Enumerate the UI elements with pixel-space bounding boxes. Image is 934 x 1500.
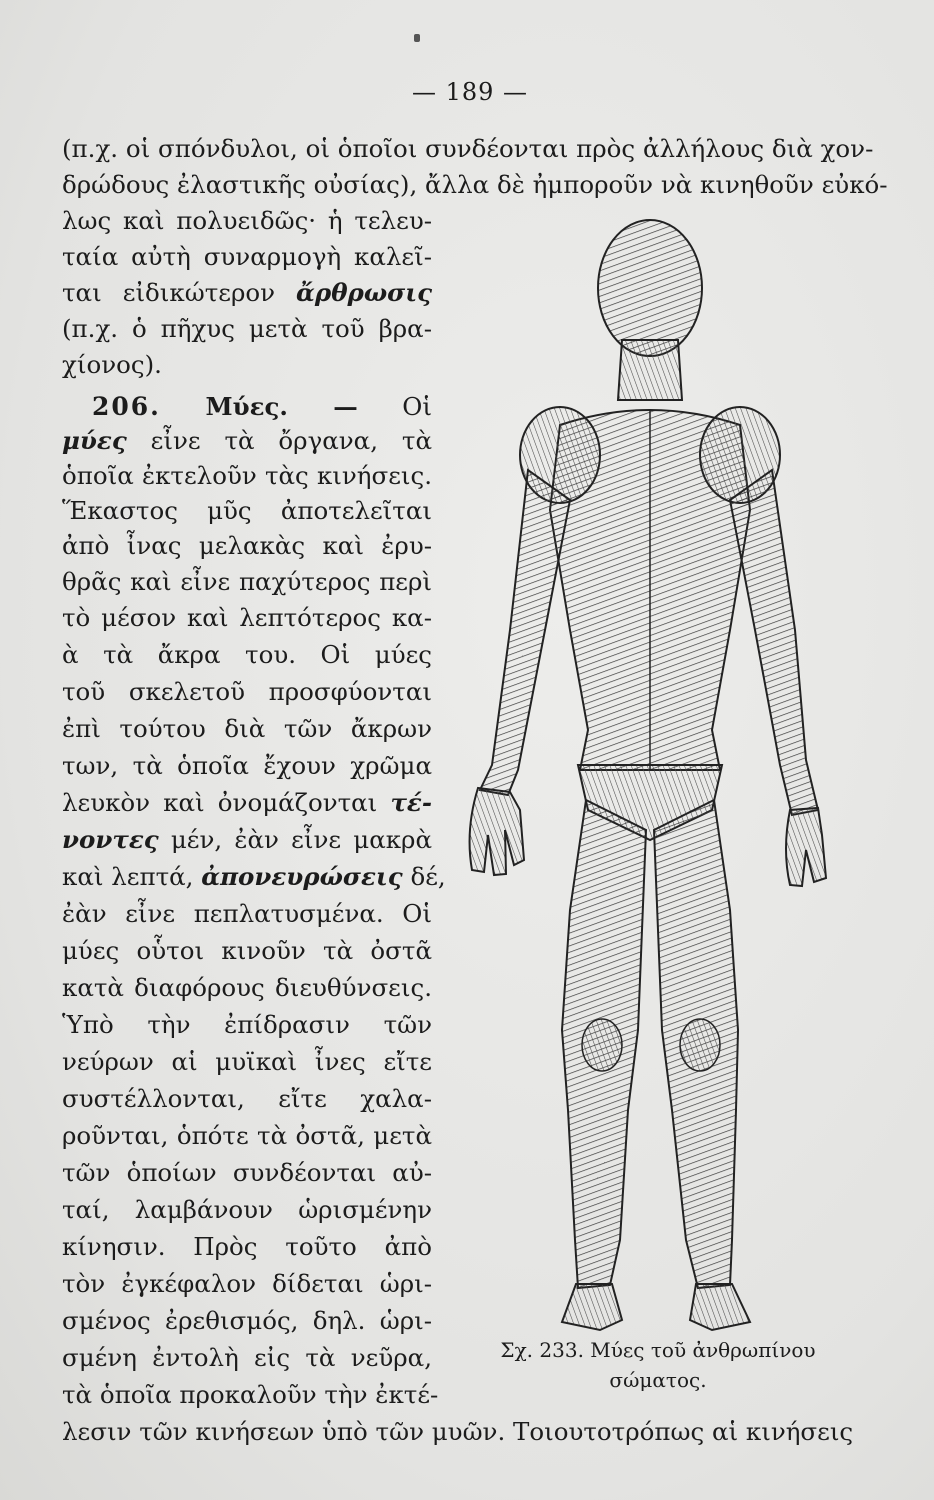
ink-mark (414, 34, 420, 42)
text-line-21-suffix: δέ, (410, 862, 446, 891)
muscular-human-figure-icon (450, 210, 850, 1430)
text-line-29: τῶν ὁποίων συνδέονται αὐ- (62, 1158, 432, 1187)
text-line-1: (π.χ. οἱ σπόνδυλοι, οἱ ὁποῖοι συνδέονται πρὸς ἀλλήλους διὰ χον- (62, 134, 874, 163)
section-heading-line (62, 392, 432, 422)
text-line-20 (62, 825, 432, 855)
text-line-5-prefix: ται εἰδικώτερον (62, 278, 275, 307)
text-line-15: ὰ τὰ ἄκρα του. Οἱ μύες (62, 640, 432, 669)
text-line-26: νεύρων αἱ μυϊκαὶ ἶνες εἴτε (62, 1047, 432, 1076)
text-line-13: θρᾶς καὶ εἶνε παχύτερος περὶ (62, 567, 432, 596)
text-line-23: μύες οὗτοι κινοῦν τὰ ὀστᾶ (62, 936, 432, 965)
text-line-10: ὁποῖα ἐκτελοῦν τὰς κινήσεις. (62, 461, 432, 490)
term-tenontes: τέ- (390, 788, 432, 817)
text-line-19 (62, 788, 432, 818)
text-line-18: των, τὰ ὁποῖα ἔχουν χρῶμα (62, 751, 432, 780)
text-line-9 (62, 426, 432, 456)
text-line-14: τὸ μέσον καὶ λεπτότερος κα- (62, 603, 432, 632)
text-line-27: συστέλλονται, εἴτε χαλα- (62, 1084, 432, 1113)
term-arthrosis: ἄρθρωσις (296, 278, 432, 307)
text-line-31: κίνησιν. Πρὸς τοῦτο ἀπὸ (62, 1232, 432, 1261)
text-line-24: κατὰ διαφόρους διευθύνσεις. (62, 973, 432, 1002)
caption-line-2: σώματος. (609, 1368, 707, 1392)
text-line-17: ἐπὶ τούτου διὰ τῶν ἄκρων (62, 714, 432, 743)
text-line-21-prefix: καὶ λεπτά, (62, 862, 194, 891)
text-line-12: ἀπὸ ἶνας μελακὰς καὶ ἐρυ- (62, 531, 432, 560)
text-line-4: ταία αὐτὴ συναρμογὴ καλεῖ- (62, 242, 432, 271)
text-line-11: Ἕκαστος μῦς ἀποτελεῖται (62, 496, 432, 525)
text-line-28: ροῦνται, ὁπότε τὰ ὀστᾶ, μετὰ (62, 1121, 432, 1150)
text-line-30: ταί, λαμβάνουν ὡρισμένην (62, 1195, 432, 1224)
term-aponevroseis: ἀπονευρώσεις (201, 862, 403, 891)
caption-line-1: Σχ. 233. Μύες τοῦ ἀνθρωπίνου (500, 1338, 816, 1362)
figure-caption (478, 1335, 838, 1395)
text-line-5 (62, 278, 432, 308)
text-line-20-rest: μέν, ἐὰν εἶνε μακρὰ (170, 825, 432, 854)
text-line-33: σμένος ἐρεθισμός, δηλ. ὡρι- (62, 1306, 432, 1335)
page-number: — 189 — (411, 78, 529, 106)
text-line-34: σμένη ἐντολὴ εἰς τὰ νεῦρα, (62, 1343, 432, 1372)
text-line-9-rest: εἶνε τὰ ὄργανα, τὰ (150, 426, 432, 455)
text-line-3: λως καὶ πολυειδῶς· ἡ τελευ- (62, 206, 432, 235)
section-number: 206. (92, 392, 161, 421)
text-line-7: χίονος). (62, 350, 162, 379)
text-line-35: τὰ ὁποῖα προκαλοῦν τὴν ἐκτέ- (62, 1380, 439, 1409)
text-line-36: λεσιν τῶν κινήσεων ὑπὸ τῶν μυῶν. Τοιουτοτρόπως αἱ κινήσεις (62, 1417, 854, 1446)
text-line-6: (π.χ. ὁ πῆχυς μετὰ τοῦ βρα- (62, 314, 432, 343)
text-line-16: τοῦ σκελετοῦ προσφύονται (62, 677, 432, 706)
term-myes: μύες (62, 426, 127, 455)
text-line-32: τὸν ἐγκέφαλον δίδεται ὡρι- (62, 1269, 432, 1298)
section-heading-tail: Οἱ (402, 392, 432, 421)
text-line-25: Ὑπὸ τὴν ἐπίδρασιν τῶν (62, 1010, 432, 1039)
section-title: Μύες. — (205, 392, 358, 421)
text-line-2: δρώδους ἐλαστικῆς οὐσίας), ἄλλα δὲ ἠμποροῦν νὰ κινηθοῦν εὐκό- (62, 170, 888, 199)
term-tenontes-2: νοντες (62, 825, 159, 854)
text-line-21 (62, 862, 446, 892)
text-line-22: ἐὰν εἶνε πεπλατυσμένα. Οἱ (62, 899, 432, 928)
text-line-19-prefix: λευκὸν καὶ ὀνομάζονται (62, 788, 378, 817)
